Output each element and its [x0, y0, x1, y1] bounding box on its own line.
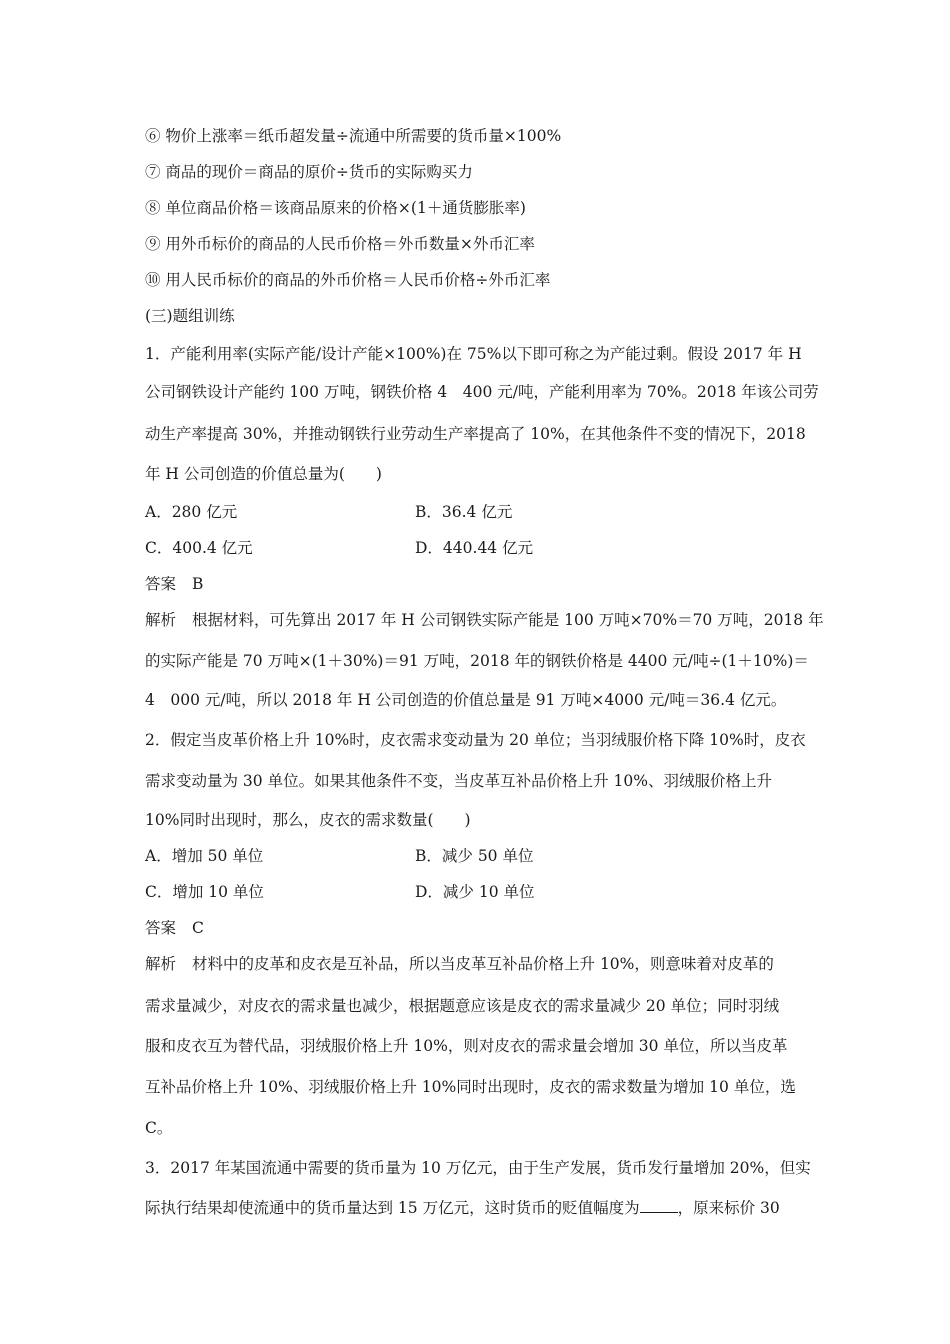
q2-analysis-line: C。 — [145, 1119, 173, 1137]
answer-value: C — [192, 919, 204, 937]
answer-label: 答案 — [145, 919, 177, 937]
q1-option-d: D．440.44 亿元 — [415, 539, 534, 557]
q1-option-b: B．36.4 亿元 — [415, 503, 513, 521]
q3-text-before-blank: 际执行结果却使流通中的货币量达到 15 万亿元，这时货币的贬值幅度为 — [145, 1199, 640, 1217]
analysis-label: 解析 — [145, 955, 177, 973]
q2-option-a: A．增加 50 单位 — [145, 847, 264, 865]
q2-option-b: B．减少 50 单位 — [415, 847, 534, 865]
q2-analysis-line: 服和皮衣互为替代品，羽绒服价格上升 10%，则对皮衣的需求量会增加 30 单位，所以当皮革 — [145, 1037, 788, 1055]
formula-9: ⑨ 用外币标价的商品的人民币价格＝外币数量×外币汇率 — [145, 235, 535, 253]
q1-analysis-line: 的实际产能是 70 万吨×(1＋30%)＝91 万吨，2018 年的钢铁价格是 4400 元/吨÷(1＋10%)＝ — [145, 652, 809, 670]
q1-option-a: A．280 亿元 — [145, 503, 238, 521]
q2-analysis-line: 需求量减少，对皮衣的需求量也减少，根据题意应该是皮衣的需求量减少 20 单位；同时羽绒 — [145, 997, 780, 1015]
q2-option-c: C．增加 10 单位 — [145, 883, 264, 901]
q1-stem-line: 1．产能利用率(实际产能/设计产能×100%)在 75%以下即可称之为产能过剩。假设 2017 年 H — [145, 345, 802, 363]
q2-analysis-line: 互补品价格上升 10%、羽绒服价格上升 10%同时出现时，皮衣的需求数量为增加 10 单位，选 — [145, 1078, 796, 1096]
q3-text-after-blank: ，原来标价 30 — [677, 1199, 780, 1217]
q2-analysis-line — [145, 954, 810, 974]
q3-stem-line: 3．2017 年某国流通中需要的货币量为 10 万亿元，由于生产发展，货币发行量增加 20%，但实 — [145, 1159, 811, 1177]
q2-option-d: D．减少 10 单位 — [415, 883, 535, 901]
answer-value: B — [192, 575, 204, 593]
q1-stem-line: 动生产率提高 30%，并推动钢铁行业劳动生产率提高了 10%，在其他条件不变的情况下，2018 — [145, 425, 806, 443]
q1-option-c: C．400.4 亿元 — [145, 539, 253, 557]
formula-6: ⑥ 物价上涨率＝纸币超发量÷流通中所需要的货币量×100% — [145, 127, 562, 145]
analysis-text: 根据材料，可先算出 2017 年 H 公司钢铁实际产能是 100 万吨×70%＝70 万吨，2018 年 — [192, 611, 824, 629]
answer-blank — [640, 1198, 678, 1213]
formula-7: ⑦ 商品的现价＝商品的原价÷货币的实际购买力 — [145, 163, 473, 181]
q1-analysis-line: 4 000 元/吨，所以 2018 年 H 公司创造的价值总量是 91 万吨×4000 元/吨＝36.4 亿元。 — [145, 691, 787, 709]
q1-stem-line: 公司钢铁设计产能约 100 万吨，钢铁价格 4 400 元/吨，产能利用率为 70%。2018 年该公司劳 — [145, 383, 819, 401]
q2-stem-line: 10%同时出现时，那么，皮衣的需求数量( ) — [145, 811, 471, 829]
q1-stem-line: 年 H 公司创造的价值总量为( ) — [145, 465, 382, 483]
section-title: (三)题组训练 — [145, 307, 235, 325]
q2-stem-line: 2．假定当皮革价格上升 10%时，皮衣需求变动量为 20 单位；当羽绒服价格下降 10%时，皮衣 — [145, 731, 806, 749]
q2-answer — [145, 918, 810, 938]
formula-8: ⑧ 单位商品价格＝该商品原来的价格×(1＋通货膨胀率) — [145, 199, 526, 217]
analysis-text: 材料中的皮革和皮衣是互补品，所以当皮革互补品价格上升 10%，则意味着对皮革的 — [192, 955, 774, 973]
formula-10: ⑩ 用人民币标价的商品的外币价格＝人民币价格÷外币汇率 — [145, 271, 551, 289]
q1-answer — [145, 574, 810, 594]
analysis-label: 解析 — [145, 611, 177, 629]
q1-analysis-line — [145, 610, 824, 630]
answer-label: 答案 — [145, 575, 177, 593]
q3-stem-line — [145, 1198, 810, 1218]
q2-stem-line: 需求变动量为 30 单位。如果其他条件不变，当皮革互补品价格上升 10%、羽绒服价格上升 — [145, 772, 772, 790]
